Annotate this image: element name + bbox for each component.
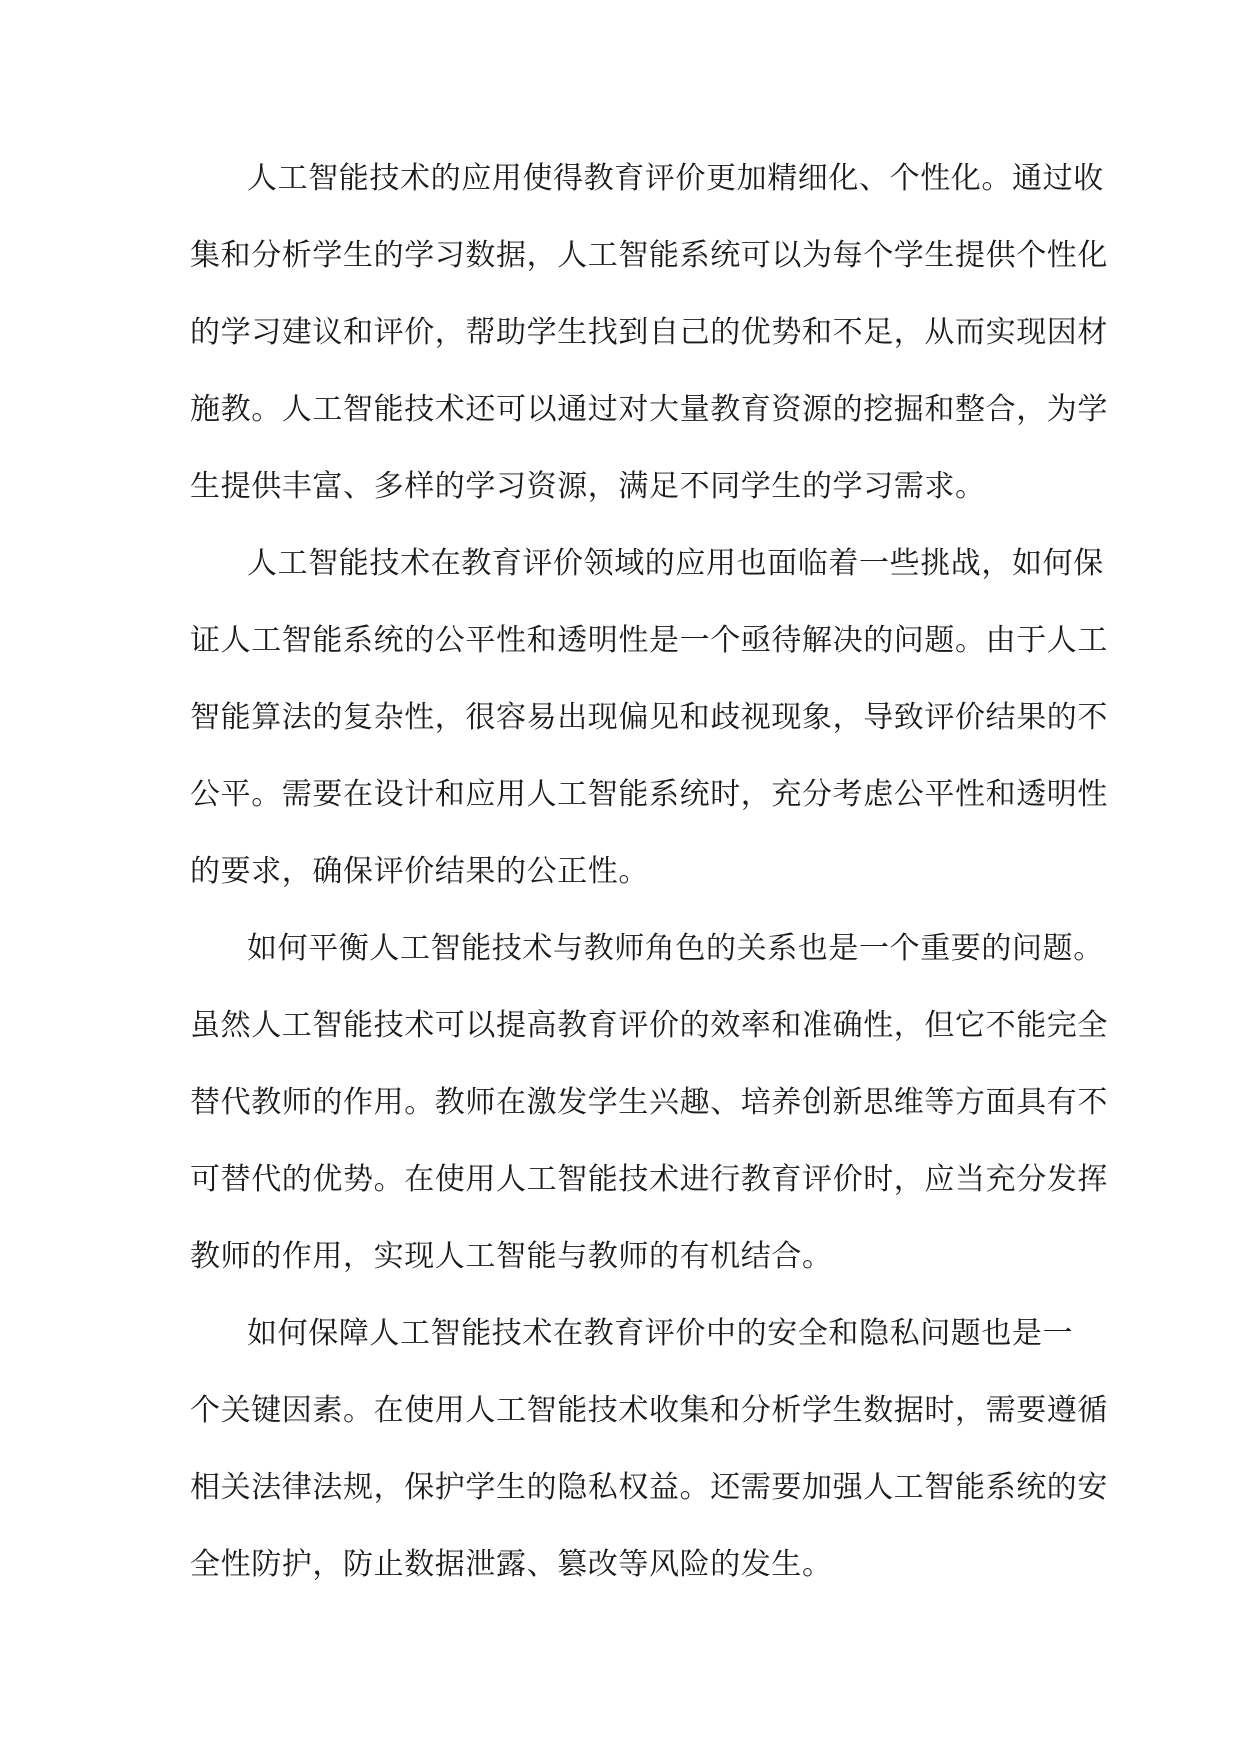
text-line: 替代教师的作用。教师在激发学生兴趣、培养创新思维等方面具有不 [190, 1085, 1108, 1120]
text-line: 公平。需要在设计和应用人工智能系统时，充分考虑公平性和透明性 [190, 777, 1108, 812]
paragraph-1 [190, 140, 1108, 525]
text-line: 的要求，确保评价结果的公正性。 [190, 854, 649, 889]
text-line: 如何平衡人工智能技术与教师角色的关系也是一个重要的问题。 [247, 931, 1104, 966]
text-line: 集和分析学生的学习数据，人工智能系统可以为每个学生提供个性化 [190, 238, 1108, 273]
text-line: 的学习建议和评价，帮助学生找到自己的优势和不足，从而实现因材 [190, 315, 1108, 350]
text-line: 全性防护，防止数据泄露、篡改等风险的发生。 [190, 1547, 833, 1582]
text-line: 智能算法的复杂性，很容易出现偏见和歧视现象，导致评价结果的不 [190, 700, 1108, 735]
text-line: 施教。人工智能技术还可以通过对大量教育资源的挖掘和整合，为学 [190, 392, 1108, 427]
paragraph-3 [190, 910, 1108, 1295]
document-body [190, 140, 1108, 1603]
paragraph-4 [190, 1295, 1108, 1603]
paragraph-2 [190, 525, 1108, 910]
text-line: 可替代的优势。在使用人工智能技术进行教育评价时，应当充分发挥 [190, 1162, 1108, 1197]
text-line: 如何保障人工智能技术在教育评价中的安全和隐私问题也是一 [247, 1316, 1074, 1351]
text-line: 证人工智能系统的公平性和透明性是一个亟待解决的问题。由于人工 [190, 623, 1108, 658]
text-line: 个关键因素。在使用人工智能技术收集和分析学生数据时，需要遵循 [190, 1393, 1108, 1428]
text-line: 教师的作用，实现人工智能与教师的有机结合。 [190, 1239, 833, 1274]
text-line: 虽然人工智能技术可以提高教育评价的效率和准确性，但它不能完全 [190, 1008, 1108, 1043]
text-line: 相关法律法规，保护学生的隐私权益。还需要加强人工智能系统的安 [190, 1470, 1108, 1505]
text-line: 人工智能技术在教育评价领域的应用也面临着一些挑战，如何保 [247, 546, 1104, 581]
text-line: 人工智能技术的应用使得教育评价更加精细化、个性化。通过收 [247, 161, 1104, 196]
text-line: 生提供丰富、多样的学习资源，满足不同学生的学习需求。 [190, 469, 986, 504]
